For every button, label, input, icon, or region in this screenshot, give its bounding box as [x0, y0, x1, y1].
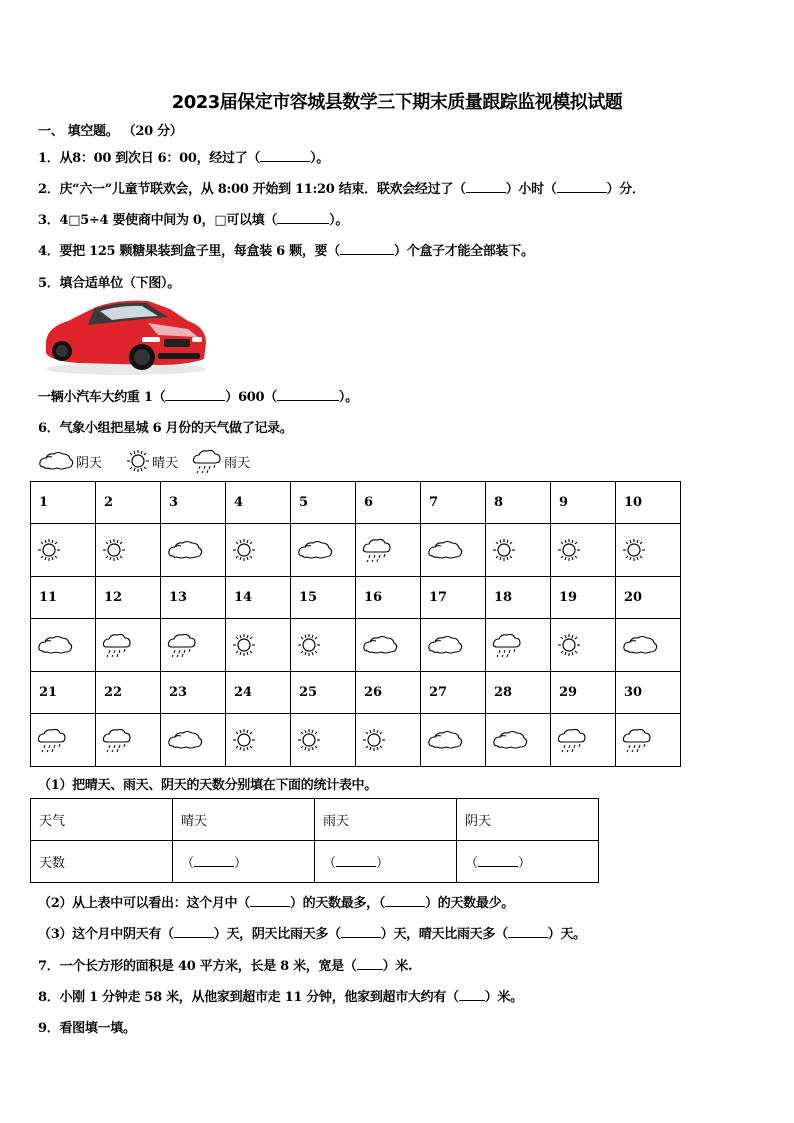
day-number-cell: 23 — [161, 672, 226, 714]
red-car-image — [38, 295, 210, 377]
question-5: 5．填合适单位（下图）。 — [38, 276, 180, 291]
sun-icon — [102, 538, 126, 562]
cloud-icon — [492, 729, 528, 751]
question-3: 3．4□5÷4 要使商中间为 0，□可以填（ ）。 — [38, 213, 349, 228]
weather-cell — [421, 619, 486, 672]
answer-blank[interactable] — [340, 242, 394, 255]
day-number-cell: 16 — [356, 577, 421, 619]
answer-blank-least[interactable] — [385, 894, 425, 907]
rain-icon — [37, 727, 67, 753]
cloud-icon — [427, 539, 463, 561]
day-number-row — [31, 672, 681, 714]
legend-sunny: 晴天 — [126, 449, 178, 473]
question-6-sub-1: （1）把晴天、雨天、阴天的天数分别填在下面的统计表中。 — [38, 778, 377, 793]
day-number-cell: 9 — [551, 482, 616, 524]
weather-cell — [31, 619, 96, 672]
weather-cell — [161, 619, 226, 672]
sun-icon — [557, 538, 581, 562]
question-9: 9．看图填一填。 — [38, 1021, 136, 1036]
weather-cell — [96, 619, 161, 672]
weather-cell — [551, 524, 616, 577]
day-number-cell: 30 — [616, 672, 681, 714]
day-number-cell: 21 — [31, 672, 96, 714]
question-4: 4．要把 125 颗糖果装到盒子里，每盒装 6 颗，要（ ）个盒子才能全部装下。 — [38, 244, 534, 259]
question-5-answer-line: 一辆小汽车大约重 1（ ）600（ ）。 — [38, 390, 358, 405]
day-number-cell: 13 — [161, 577, 226, 619]
day-number-cell: 3 — [161, 482, 226, 524]
question-1: 1．从8：00 到次日 6：00，经过了（ ）。 — [38, 151, 329, 166]
answer-blank[interactable] — [341, 925, 381, 938]
answer-blank[interactable] — [277, 211, 329, 224]
answer-blank[interactable] — [194, 854, 234, 867]
sun-icon — [362, 728, 386, 752]
cloud-icon — [427, 634, 463, 656]
header-sunny: 晴天 — [173, 799, 315, 841]
sun-icon — [297, 633, 321, 657]
weather-cell — [31, 524, 96, 577]
weather-cell — [356, 524, 421, 577]
rain-icon — [102, 632, 132, 658]
day-number-cell: 11 — [31, 577, 96, 619]
weather-cell — [421, 524, 486, 577]
answer-blank[interactable] — [459, 988, 485, 1001]
cloud-icon — [297, 539, 333, 561]
day-number-cell: 27 — [421, 672, 486, 714]
question-2: 2．庆“六一”儿童节联欢会，从 8:00 开始到 11:20 结束．联欢会经过了（ ）小时（ ）分． — [38, 182, 645, 197]
weather-cell — [291, 714, 356, 767]
weather-cell — [31, 714, 96, 767]
header-rainy: 雨天 — [315, 799, 457, 841]
weather-stats-table — [30, 798, 599, 883]
sun-icon — [297, 728, 321, 752]
answer-blank[interactable] — [508, 925, 548, 938]
rain-icon — [557, 727, 587, 753]
answer-blank-hours[interactable] — [466, 180, 506, 193]
weather-cell — [226, 619, 291, 672]
question-7: 7．一个长方形的面积是 40 平方米，长是 8 米，宽是（ ）米. — [38, 959, 413, 974]
answer-blank-unit-1[interactable] — [165, 388, 225, 401]
weather-cell — [486, 524, 551, 577]
day-number-cell: 19 — [551, 577, 616, 619]
day-number-cell: 25 — [291, 672, 356, 714]
weather-cell — [96, 524, 161, 577]
rain-icon — [102, 727, 132, 753]
question-6-sub-3: （3）这个月中阴天有（ ）天，阴天比雨天多（ ）天，晴天比雨天多（ ）天。 — [38, 927, 586, 942]
day-number-cell: 20 — [616, 577, 681, 619]
day-number-cell: 8 — [486, 482, 551, 524]
day-number-row — [31, 577, 681, 619]
rain-icon — [492, 632, 522, 658]
sun-icon — [492, 538, 516, 562]
day-number-cell: 22 — [96, 672, 161, 714]
weather-cell — [226, 524, 291, 577]
weather-cell — [486, 714, 551, 767]
rain-icon — [622, 727, 652, 753]
sun-icon — [557, 633, 581, 657]
day-number-cell: 2 — [96, 482, 161, 524]
weather-cell — [616, 714, 681, 767]
cloudy-count-cell[interactable]: （ ） — [457, 841, 599, 883]
legend-rainy: 雨天 — [192, 448, 250, 474]
question-8: 8．小刚 1 分钟走 58 米，从他家到超市走 11 分钟，他家到超市大约有（ ）米。 — [38, 990, 523, 1005]
weather-cell — [161, 524, 226, 577]
weather-cell — [291, 524, 356, 577]
day-number-cell: 1 — [31, 482, 96, 524]
day-number-cell: 15 — [291, 577, 356, 619]
rain-icon — [167, 632, 197, 658]
answer-blank-unit-2[interactable] — [277, 388, 339, 401]
weather-cell — [551, 619, 616, 672]
weather-icon-row — [31, 714, 681, 767]
page-title: 2023届保定市容城县数学三下期末质量跟踪监视模拟试题 — [171, 92, 623, 113]
weather-cell — [291, 619, 356, 672]
header-weather: 天气 — [31, 799, 173, 841]
answer-blank[interactable] — [174, 925, 214, 938]
day-number-cell: 7 — [421, 482, 486, 524]
rainy-count-cell[interactable]: （ ） — [315, 841, 457, 883]
header-cloudy: 阴天 — [457, 799, 599, 841]
answer-blank-most[interactable] — [250, 894, 290, 907]
weather-record-table — [30, 481, 681, 767]
day-number-cell: 12 — [96, 577, 161, 619]
cloud-icon — [362, 634, 398, 656]
weather-cell — [421, 714, 486, 767]
legend-cloudy: 阴天 — [38, 450, 102, 472]
cloud-icon — [37, 634, 73, 656]
sunny-count-cell[interactable]: （ ） — [173, 841, 315, 883]
day-number-cell: 6 — [356, 482, 421, 524]
rain-icon — [192, 448, 222, 474]
day-number-cell: 4 — [226, 482, 291, 524]
day-number-cell: 29 — [551, 672, 616, 714]
rain-icon — [362, 537, 392, 563]
cloud-icon — [427, 729, 463, 751]
sun-icon — [232, 633, 256, 657]
answer-blank-minutes[interactable] — [557, 180, 607, 193]
sun-icon — [37, 538, 61, 562]
weather-cell — [551, 714, 616, 767]
weather-cell — [96, 714, 161, 767]
answer-blank[interactable] — [357, 957, 383, 970]
answer-blank[interactable] — [336, 854, 376, 867]
sun-icon — [622, 538, 646, 562]
sun-icon — [126, 449, 150, 473]
day-number-row — [31, 482, 681, 524]
day-number-cell: 24 — [226, 672, 291, 714]
weather-cell — [356, 619, 421, 672]
cloud-icon — [622, 634, 658, 656]
day-number-cell: 26 — [356, 672, 421, 714]
day-number-cell: 10 — [616, 482, 681, 524]
weather-cell — [486, 619, 551, 672]
question-6: 6．气象小组把星城 6 月份的天气做了记录。 — [38, 421, 293, 436]
day-number-cell: 18 — [486, 577, 551, 619]
weather-cell — [356, 714, 421, 767]
weather-cell — [226, 714, 291, 767]
weather-legend — [38, 448, 264, 474]
cloud-icon — [167, 729, 203, 751]
answer-blank[interactable] — [260, 149, 310, 162]
weather-cell — [616, 524, 681, 577]
sun-icon — [232, 728, 256, 752]
answer-blank[interactable] — [478, 854, 518, 867]
section-heading: 一、 填空题。 （20 分） — [38, 124, 183, 139]
question-6-sub-2: （2）从上表中可以看出：这个月中（ ）的天数最多，（ ）的天数最少。 — [38, 896, 514, 911]
day-number-cell: 5 — [291, 482, 356, 524]
row-label-days: 天数 — [31, 841, 173, 883]
day-number-cell: 28 — [486, 672, 551, 714]
sun-icon — [232, 538, 256, 562]
weather-icon-row — [31, 619, 681, 672]
day-number-cell: 14 — [226, 577, 291, 619]
weather-icon-row — [31, 524, 681, 577]
cloud-icon — [167, 539, 203, 561]
day-number-cell: 17 — [421, 577, 486, 619]
weather-cell — [161, 714, 226, 767]
cloud-icon — [38, 450, 74, 472]
weather-cell — [616, 619, 681, 672]
